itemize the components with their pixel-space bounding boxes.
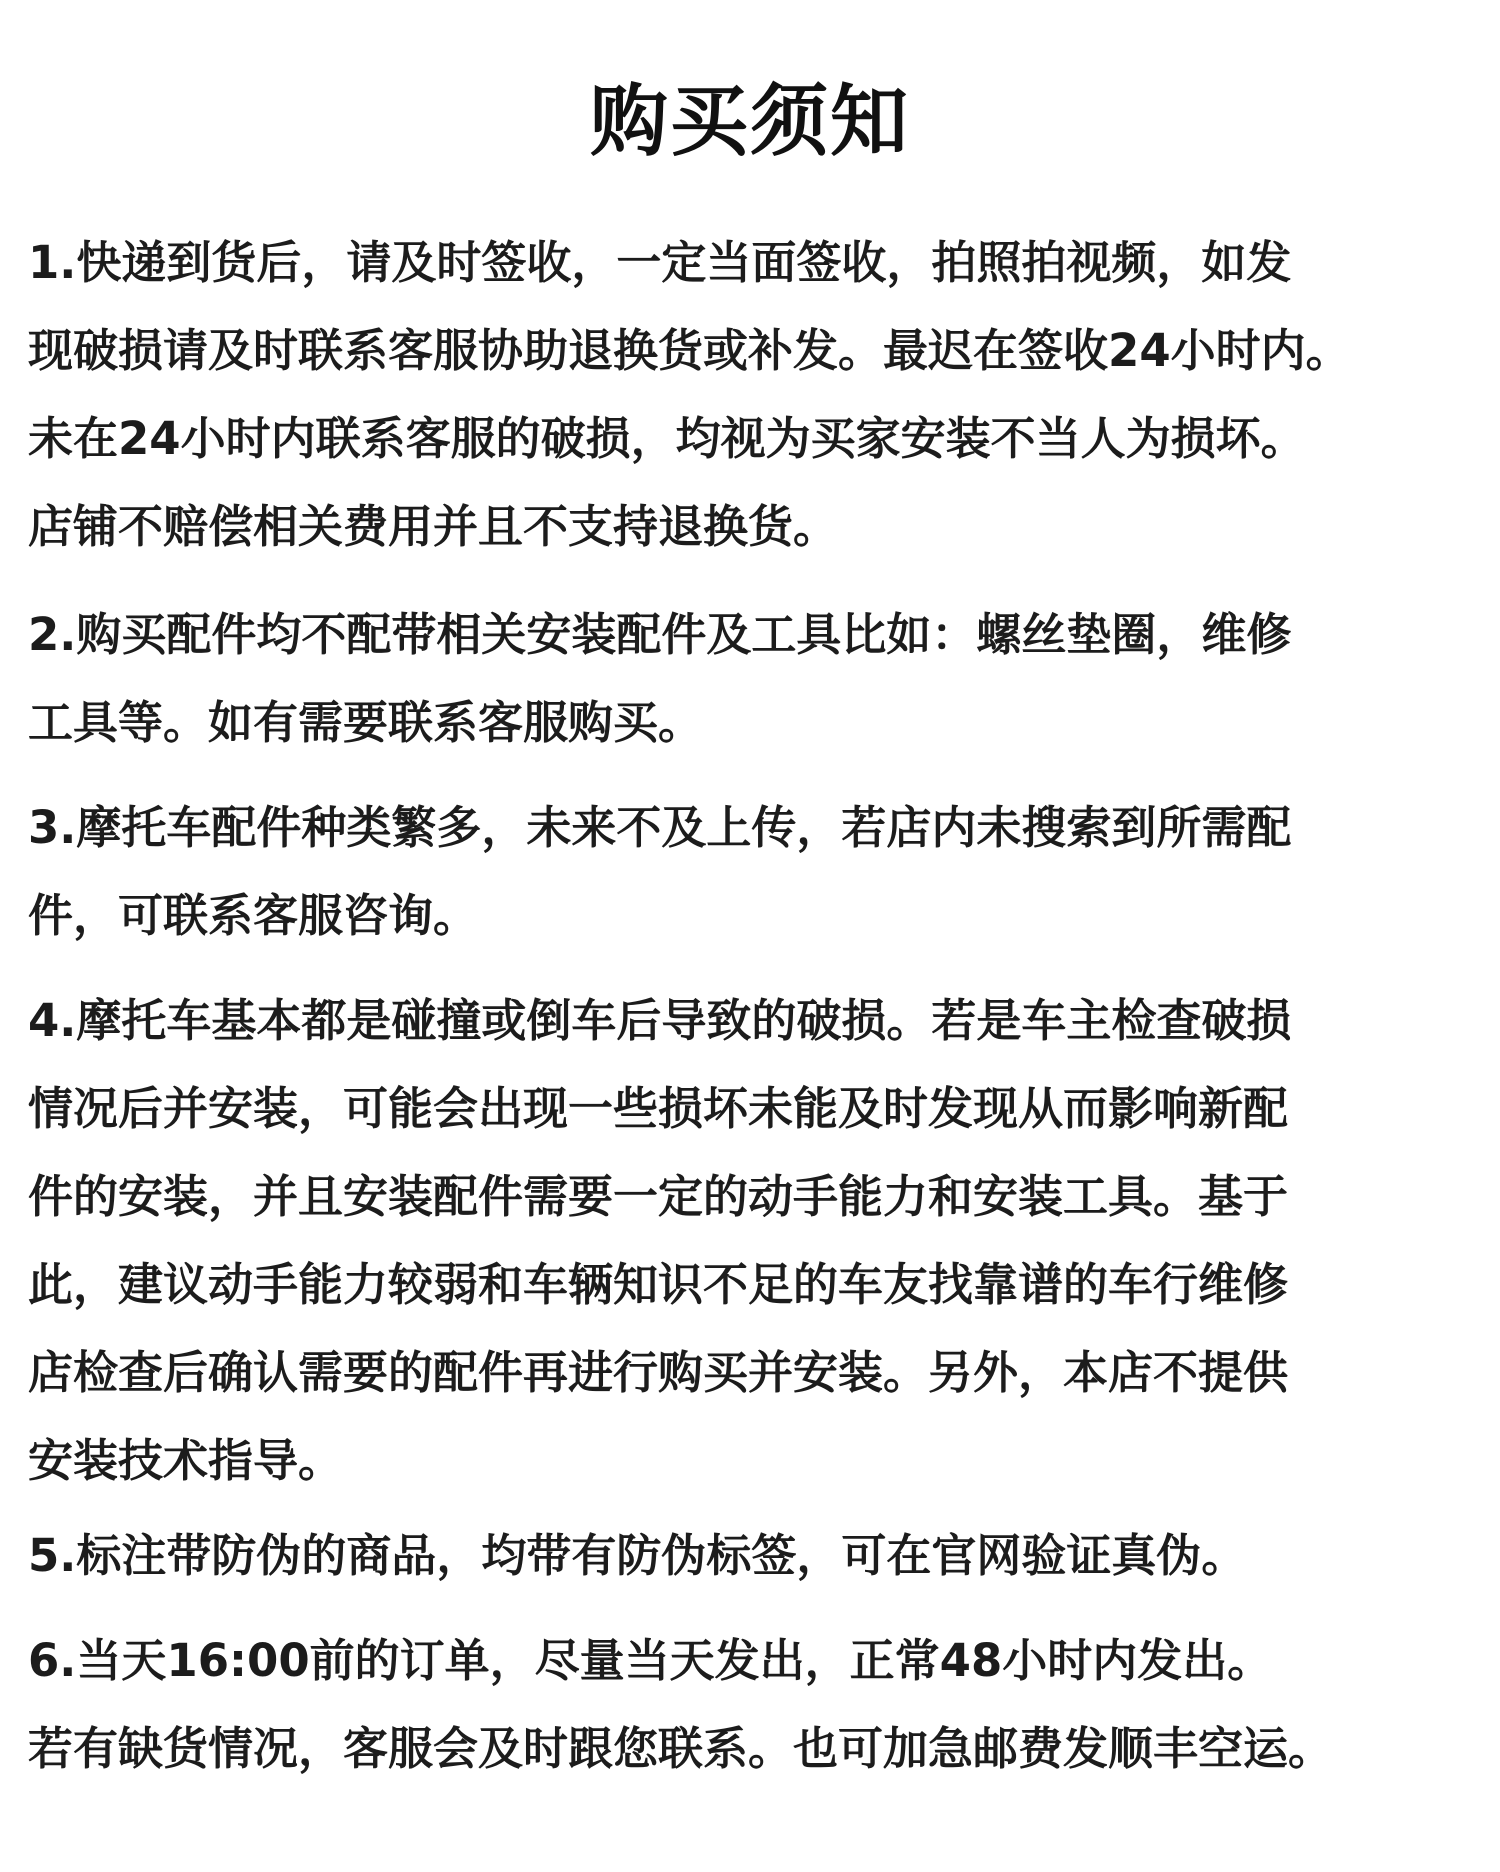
notice-line: 1.快递到货后，请及时签收，一定当面签收，拍照拍视频，如发 xyxy=(28,236,1292,289)
notice-line: 店检查后确认需要的配件再进行购买并安装。另外，本店不提供 xyxy=(28,1346,1289,1399)
notice-line: 6.当天16:00前的订单，尽量当天发出，正常48小时内发出。 xyxy=(28,1634,1273,1687)
notice-line: 工具等。如有需要联系客服购买。 xyxy=(28,696,704,749)
notice-line: 5.标注带防伪的商品，均带有防伪标签，可在官网验证真伪。 xyxy=(28,1529,1247,1582)
notice-line: 此，建议动手能力较弱和车辆知识不足的车友找靠谱的车行维修 xyxy=(28,1258,1289,1311)
notice-line: 若有缺货情况，客服会及时跟您联系。也可加急邮费发顺丰空运。 xyxy=(28,1722,1334,1775)
notice-line: 安装技术指导。 xyxy=(28,1434,344,1487)
notice-line: 店铺不赔偿相关费用并且不支持退换货。 xyxy=(28,500,839,553)
notice-item-2 xyxy=(28,591,1488,767)
notice-item-1 xyxy=(28,219,1488,571)
notice-item-6 xyxy=(28,1617,1488,1793)
notice-line: 情况后并安装，可能会出现一些损坏未能及时发现从而影响新配 xyxy=(28,1082,1289,1135)
notice-line: 现破损请及时联系客服协助退换货或补发。最迟在签收24小时内。 xyxy=(28,324,1351,377)
notice-item-3 xyxy=(28,784,1488,960)
notice-item-4 xyxy=(28,977,1488,1505)
notice-line: 4.摩托车基本都是碰撞或倒车后导致的破损。若是车主检查破损 xyxy=(28,994,1292,1047)
notice-line: 未在24小时内联系客服的破损，均视为买家安装不当人为损坏。 xyxy=(28,412,1306,465)
page-title: 购买须知 xyxy=(589,77,910,167)
notice-item-5 xyxy=(28,1512,1488,1600)
notice-line: 2.购买配件均不配带相关安装配件及工具比如：螺丝垫圈，维修 xyxy=(28,608,1292,661)
notice-line: 3.摩托车配件种类繁多，未来不及上传，若店内未搜索到所需配 xyxy=(28,801,1292,854)
notice-line: 件，可联系客服咨询。 xyxy=(28,889,479,942)
notice-line: 件的安装，并且安装配件需要一定的动手能力和安装工具。基于 xyxy=(28,1170,1289,1223)
